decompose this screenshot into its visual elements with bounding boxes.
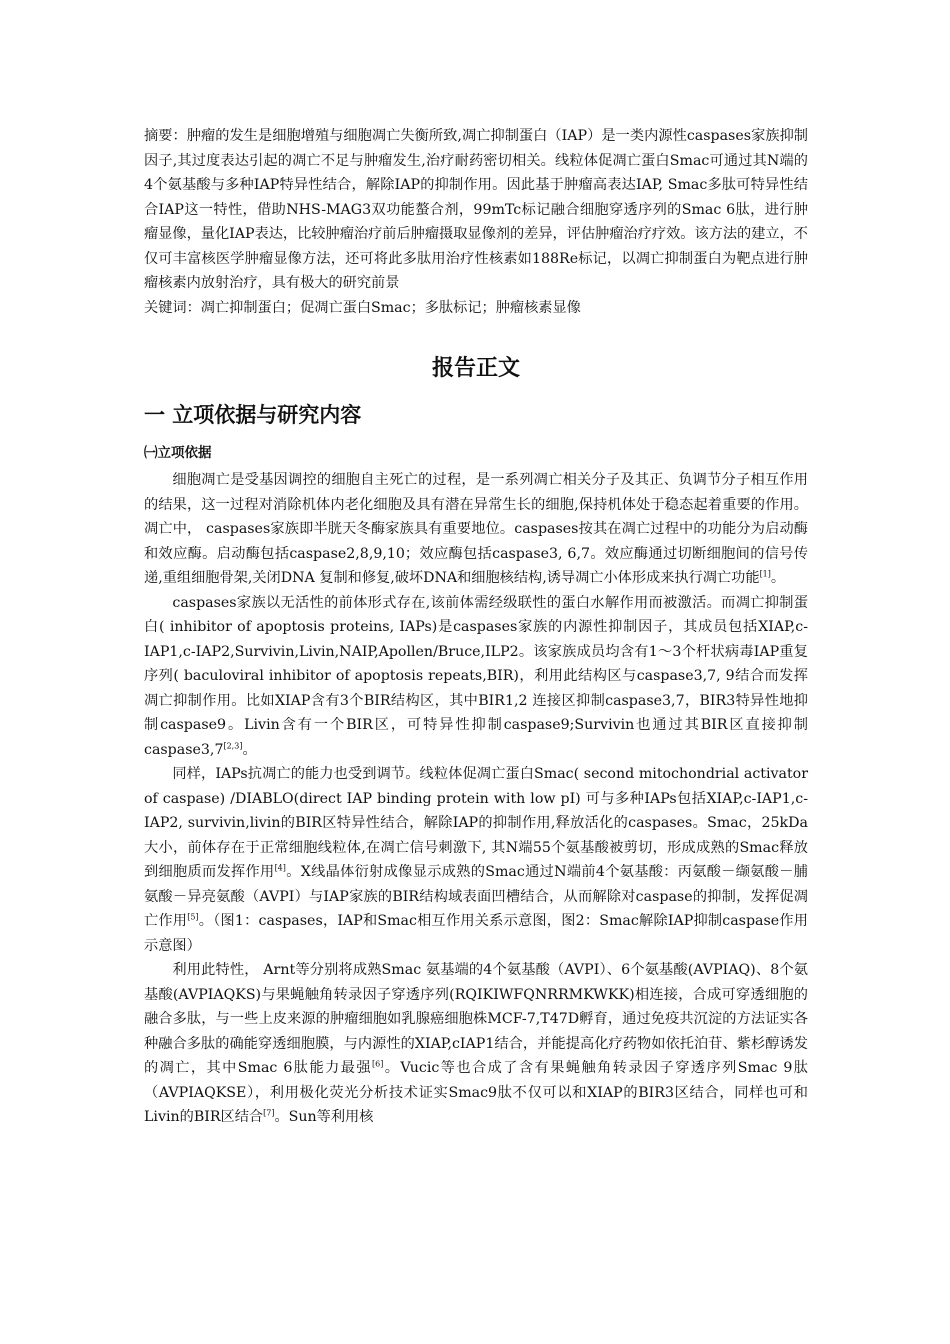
paragraph-text: caspases家族以无活性的前体形式存在,该前体需经级联性的蛋白水解作用而被激活。而凋亡抑制蛋白( inhibitor of apoptosis proteins, IAPs)是caspases家族的内源性抑制因子，其成员包括XIAP,c-IAP1,c-IAP2,Survivin,Livin,NAIP,Apollen/Bruce,ILP2。该家族成员均含有1～3个杆状病毒IAP重复序列( baculoviral inhibitor of apoptosis repeats,BIR)，利用此结构区与caspase3,7, 9结合而发挥凋亡抑制作用。比如XIAP含有3个BIR结构区，其中BIR1,2 连接区抑制caspase3,7，BIR3特异性地抑制caspase9。Livin含有一个BIR区，可特异性抑制caspase9;Survivin也通过其BIR区直接抑制caspase3,7 [144, 594, 808, 758]
citation: [4] [274, 863, 286, 873]
paragraph-2 [144, 591, 808, 763]
report-title: 报告正文 [431, 356, 520, 381]
citation: [1] [759, 569, 771, 579]
paragraph-3 [144, 762, 808, 958]
citation: [7] [263, 1108, 275, 1118]
abstract-text: 摘要：肿瘤的发生是细胞增殖与细胞凋亡失衡所致,凋亡抑制蛋白（IAP）是一类内源性caspases家族抑制因子,其过度表达引起的凋亡不足与肿瘤发生,治疗耐药密切相关。线粒体促凋亡蛋白Smac可通过其N端的4个氨基酸与多种IAP特异性结合，解除IAP的抑制作用。因此基于肿瘤高表达IAP, Smac多肽可特异性结合IAP这一特性，借助NHS-MAG3双功能螯合剂，99mTc标记融合细胞穿透序列的Smac 6肽，进行肿瘤显像，量化IAP表达，比较肿瘤治疗前后肿瘤摄取显像剂的差异，评估肿瘤治疗疗效。该方法的建立，不仅可丰富核医学肿瘤显像方法，还可将此多肽用治疗性核素如188Re标记，以凋亡抑制蛋白为靶点进行肿瘤核素内放射治疗，具有极大的研究前景 [144, 128, 808, 291]
paragraph-end: 。（图1：caspases，IAP和Smac相互作用关系示意图，图2：Smac解除IAP抑制caspase作用示意图） [144, 913, 808, 954]
paragraph-text: 同样，IAPs抗凋亡的能力也受到调节。线粒体促凋亡蛋白Smac( second mitochondrial activator of caspase) /DIABLO(direct IAP binding protein with low pI) 可与多种IAPs包括XIAP,c-IAP1,c-IAP2, survivin,livin的BIR区特异性结合，解除IAP的抑制作用,释放活化的caspases。Smac，25kDa大小，前体存在于正常细胞线粒体,在凋亡信号刺激下, 其N端55个氨基酸被剪切，形成成熟的Smac释放到细胞质而发挥作用 [144, 766, 808, 880]
section-title: 一 立项依据与研究内容 [144, 403, 362, 427]
body-text [144, 468, 808, 1130]
keywords-line: 关键词：凋亡抑制蛋白；促凋亡蛋白Smac；多肽标记；肿瘤核素显像 [144, 299, 581, 316]
paragraph-text: 细胞凋亡是受基因调控的细胞自主死亡的过程，是一系列凋亡相关分子及其正、负调节分子相互作用的结果，这一过程对消除机体内老化细胞及具有潜在异常生长的细胞,保持机体处于稳态起着重要的作用。凋亡中， caspases家族即半胱天冬酶家族具有重要地位。caspases按其在凋亡过程中的功能分为启动酶和效应酶。启动酶包括caspase2,8,9,10；效应酶包括caspase3, 6,7。效应酶通过切断细胞间的信号传递,重组细胞骨架,关闭DNA 复制和修复,破坏DNA和细胞核结构,诱导凋亡小体形成来执行凋亡功能 [144, 472, 808, 586]
paragraph-end: 。Sun等利用核 [274, 1109, 374, 1125]
paragraph-end: 。 [242, 741, 257, 758]
citation: [5] [187, 912, 199, 922]
abstract-section [144, 124, 808, 320]
paragraph-text-cont: 。X线晶体衍射成像显示成熟的Smac通过N端前4个氨基酸：丙氨酸－缬氨酸－脯氨酸－异亮氨酸（AVPI）与IAP家族的BIR结构域表面凹槽结合，从而解除对caspase的抑制，发挥促凋亡作用 [144, 864, 808, 929]
citation: [6] [371, 1059, 384, 1069]
paragraph-4 [144, 958, 808, 1130]
paragraph-text: 利用此特性， Arnt等分别将成熟Smac 氨基端的4个氨基酸（AVPI）、6个氨基酸(AVPIAQ)、8个氨基酸(AVPIAQKS)与果蝇触角转录因子穿透序列(RQIKIWFQNRRMKWKK)相连接，合成可穿透细胞的融合多肽，与一些上皮来源的肿瘤细胞如乳腺癌细胞株MCF-7,T47D孵育，通过免疫共沉淀的方法证实各种融合多肽的确能穿透细胞膜，与内源性的XIAP,cIAP1结合，并能提高化疗药物如依托泊苷、紫杉醇诱发的凋亡，其中Smac 6肽能力最强 [144, 962, 808, 1076]
subsection-title: ㈠立项依据 [144, 445, 212, 461]
paragraph-end: 。 [770, 570, 786, 586]
document-page [144, 124, 808, 1130]
citation: [2,3] [223, 740, 243, 750]
paragraph-1 [144, 468, 808, 591]
paragraph-text-cont: 。Vucic等也合成了含有果蝇触角转录因子穿透序列Smac 9肽（AVPIAQKSE），利用极化荧光分析技术证实Smac9肽不仅可以和XIAP的BIR3区结合，同样也可和Livin的BIR区结合 [144, 1060, 808, 1125]
